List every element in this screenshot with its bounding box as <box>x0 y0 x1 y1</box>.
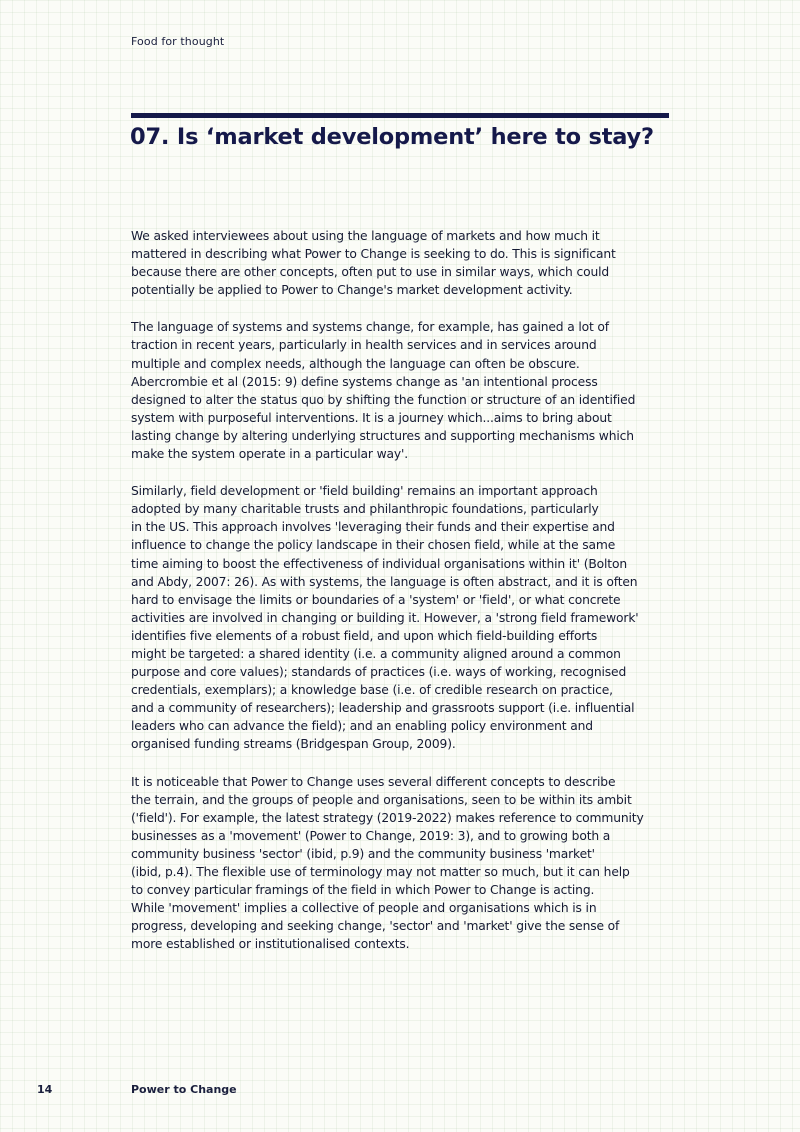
text-line: the terrain, and the groups of people and organisations, seen to be within its ambit <box>131 792 632 807</box>
text-line: credentials, exemplars); a knowledge base (i.e. of credible research on practice, <box>131 683 613 698</box>
text-line: time aiming to boost the effectiveness of individual organisations within it' (Bolton <box>131 556 627 571</box>
text-line: might be targeted: a shared identity (i.e. a community aligned around a common <box>131 646 621 661</box>
paragraph <box>131 773 671 954</box>
text-line: to convey particular framings of the field in which Power to Change is acting. <box>131 883 595 898</box>
page-number: 14 <box>37 1083 53 1096</box>
text-line: leaders who can advance the field); and an enabling policy environment and <box>131 719 593 734</box>
body-text <box>131 227 671 972</box>
text-line: adopted by many charitable trusts and philanthropic foundations, particularly <box>131 502 599 517</box>
title-rule <box>131 113 669 118</box>
text-line: in the US. This approach involves 'leveraging their funds and their expertise and <box>131 520 615 535</box>
text-line: While 'movement' implies a collective of people and organisations which is in <box>131 901 597 916</box>
text-line: make the system operate in a particular way'. <box>131 447 408 462</box>
text-line: and Abdy, 2007: 26). As with systems, the language is often abstract, and it is often <box>131 574 638 589</box>
text-line: Abercrombie et al (2015: 9) define systems change as 'an intentional process <box>131 374 598 389</box>
text-line: system with purposeful interventions. It is a journey which...aims to bring about <box>131 410 612 425</box>
text-line: It is noticeable that Power to Change uses several different concepts to describe <box>131 774 616 789</box>
text-line: We asked interviewees about using the language of markets and how much it <box>131 229 600 243</box>
text-line: community business 'sector' (ibid, p.9) and the community business 'market' <box>131 846 595 861</box>
text-line: organised funding streams (Bridgespan Group, 2009). <box>131 737 456 752</box>
page-title: 07. Is ‘market development’ here to stay? <box>130 124 654 150</box>
text-line: purpose and core values); standards of practices (i.e. ways of working, recognised <box>131 665 627 680</box>
text-line: activities are involved in changing or building it. However, a 'strong field framework' <box>131 610 639 625</box>
text-line: more established or institutionalised contexts. <box>131 937 410 952</box>
text-line: because there are other concepts, often put to use in similar ways, which could <box>131 265 610 280</box>
footer-organisation: Power to Change <box>131 1083 237 1096</box>
text-line: and a community of researchers); leadership and grassroots support (i.e. influential <box>131 701 635 716</box>
text-line: Similarly, field development or 'field building' remains an important approach <box>131 484 598 499</box>
text-line: influence to change the policy landscape in their chosen field, while at the same <box>131 538 616 553</box>
text-line: ('field'). For example, the latest strategy (2019-2022) makes reference to community <box>131 810 644 825</box>
text-line: The language of systems and systems change, for example, has gained a lot of <box>131 320 609 335</box>
text-line: hard to envisage the limits or boundaries of a 'system' or 'field', or what concrete <box>131 592 621 607</box>
paragraph <box>131 318 671 463</box>
text-line: lasting change by altering underlying structures and supporting mechanisms which <box>131 428 634 443</box>
text-line: potentially be applied to Power to Change's market development activity. <box>131 283 573 298</box>
text-line: traction in recent years, particularly in health services and in services around <box>131 338 597 353</box>
text-line: identifies five elements of a robust field, and upon which field-building efforts <box>131 628 598 643</box>
text-line: mattered in describing what Power to Change is seeking to do. This is significant <box>131 247 616 262</box>
text-line: businesses as a 'movement' (Power to Change, 2019: 3), and to growing both a <box>131 828 611 843</box>
text-line: progress, developing and seeking change, 'sector' and 'market' give the sense of <box>131 919 620 934</box>
paragraph <box>131 482 671 753</box>
text-line: (ibid, p.4). The flexible use of terminology may not matter so much, but it can help <box>131 865 630 879</box>
text-line: designed to alter the status quo by shifting the function or structure of an identified <box>131 392 636 407</box>
paragraph <box>131 227 671 299</box>
text-line: multiple and complex needs, although the language can often be obscure. <box>131 356 580 371</box>
running-header: Food for thought <box>131 35 225 48</box>
